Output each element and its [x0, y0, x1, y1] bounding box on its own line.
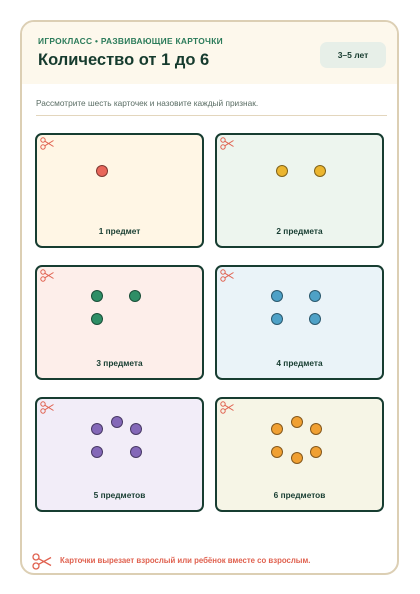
scissors-icon — [220, 269, 234, 282]
counting-dot — [130, 423, 142, 435]
counting-dot — [271, 423, 283, 435]
page-title: Количество от 1 до 6 — [38, 51, 210, 69]
scissors-icon — [40, 269, 54, 282]
card-label: 2 предмета — [276, 226, 323, 236]
card-label: 1 предмет — [98, 226, 141, 236]
scissors-icon — [220, 401, 234, 414]
header — [22, 22, 397, 84]
worksheet — [20, 20, 399, 575]
scissors-icon — [40, 137, 54, 150]
card-label: 3 предмета — [96, 358, 143, 368]
count-card-4 — [215, 265, 384, 380]
counting-dot — [314, 165, 326, 177]
counting-dot — [129, 290, 141, 302]
card-label: 5 предметов — [93, 490, 146, 500]
footer-note: Карточки вырезает взрослый или ребёнок вместе со взрослым. — [60, 556, 311, 565]
counting-dot — [291, 452, 303, 464]
counting-dot — [310, 446, 322, 458]
counting-dot — [271, 446, 283, 458]
counting-dot — [91, 423, 103, 435]
divider — [36, 115, 387, 116]
card-label: 6 предметов — [273, 490, 326, 500]
counting-dot — [111, 416, 123, 428]
age-badge: 3–5 лет — [320, 42, 386, 68]
scissors-icon — [32, 553, 52, 570]
brand-label: ИГРОКЛАСС • РАЗВИВАЮЩИЕ КАРТОЧКИ — [38, 36, 223, 46]
count-card-1 — [35, 133, 204, 248]
counting-dot — [276, 165, 288, 177]
counting-dot — [271, 313, 283, 325]
card-label: 4 предмета — [276, 358, 323, 368]
counting-dot — [309, 290, 321, 302]
counting-dot — [130, 446, 142, 458]
counting-dot — [291, 416, 303, 428]
count-card-5 — [35, 397, 204, 512]
scissors-icon — [220, 137, 234, 150]
counting-dot — [91, 313, 103, 325]
counting-dot — [91, 446, 103, 458]
counting-dot — [91, 290, 103, 302]
counting-dot — [309, 313, 321, 325]
count-card-6 — [215, 397, 384, 512]
instruction-text: Рассмотрите шесть карточек и назовите каждый признак. — [36, 98, 259, 108]
counting-dot — [271, 290, 283, 302]
count-card-3 — [35, 265, 204, 380]
counting-dot — [310, 423, 322, 435]
counting-dot — [96, 165, 108, 177]
scissors-icon — [40, 401, 54, 414]
count-card-2 — [215, 133, 384, 248]
